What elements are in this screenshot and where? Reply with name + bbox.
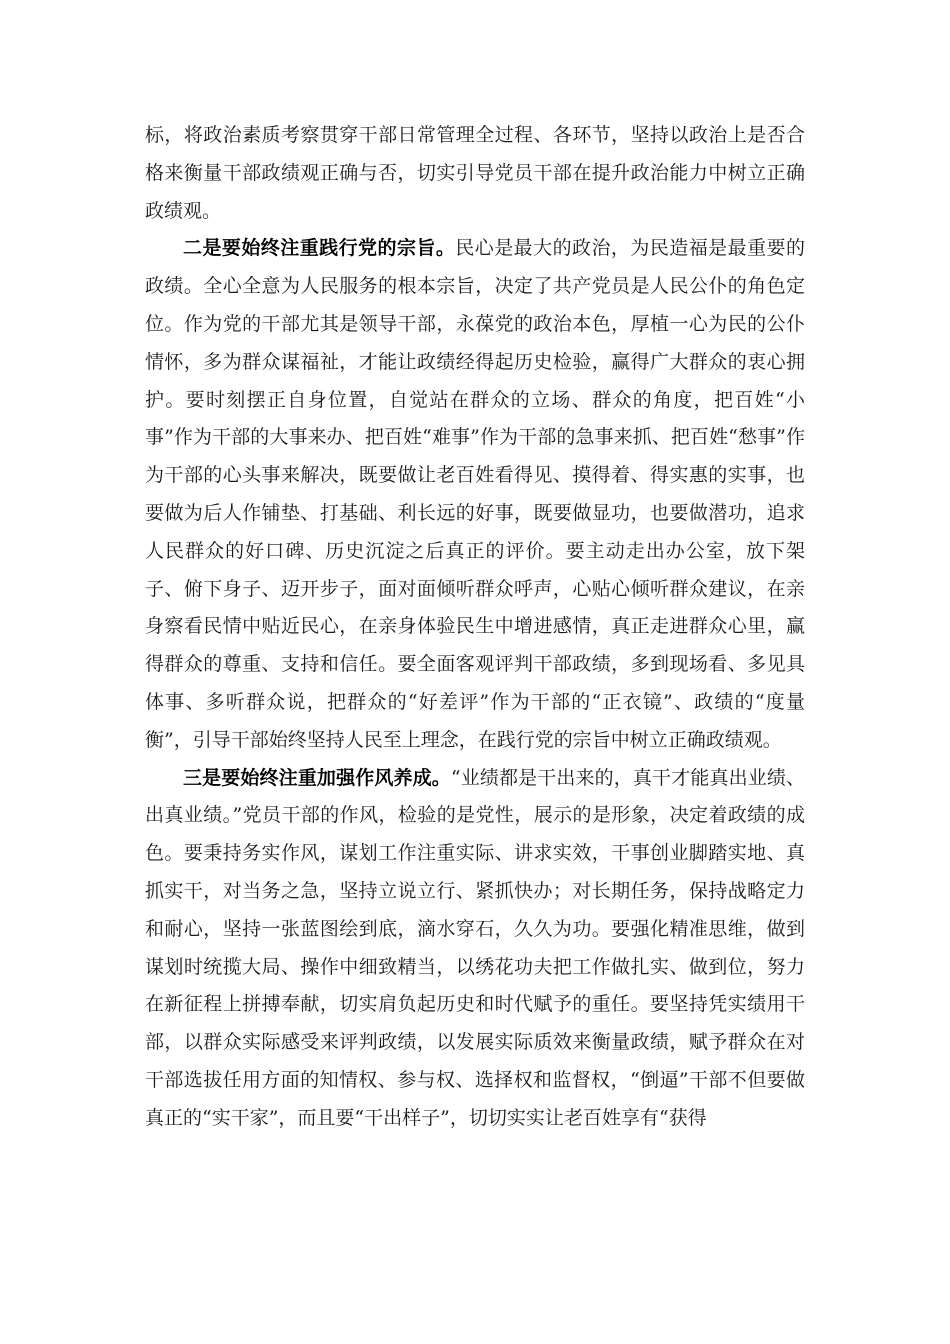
paragraph-3-text: “业绩都是干出来的，真干才能真出业绩、出真业绩。”党员干部的作风，检验的是党性，展示的是形象，决定着政绩的成色。要秉持务实作风，谋划工作注重实际、讲求实效，干事创业脚踏实地、真抓实干，对当务之急，坚持立说立行、紧抓快办；对长期任务，保持战略定力和耐心，坚持一张蓝图绘到底，滴水穿石，久久为功。要强化精准思维，做到谋划时统揽大局、操作中细致精当，以绣花功夫把工作做扎实、做到位，努力在新征程上拼搏奉献，切实肩负起历史和时代赋予的重任。要坚持凭实绩用干部，以群众实际感受来评判政绩，以发展实际质效来衡量政绩，赋予群众在对干部选拔任用方面的知情权、参与权、选择权和监督权，“倒逼”干部不但要做真正的“实干家”，而且要“干出样子”，切切实实让老百姓享有“获得 <box>145 766 805 1129</box>
paragraph-1 <box>145 117 805 230</box>
paragraph-1-text: 标，将政治素质考察贯穿干部日常管理全过程、各环节，坚持以政治上是否合格来衡量干部政绩观正确与否，切实引导党员干部在提升政治能力中树立正确政绩观。 <box>145 124 805 222</box>
paragraph-3-lead: 三是要始终注重加强作风养成。 <box>183 766 451 789</box>
paragraph-2-lead: 二是要始终注重践行党的宗旨。 <box>183 237 456 260</box>
paragraph-2-text: 民心是最大的政治，为民造福是最重要的政绩。全心全意为人民服务的根本宗旨，决定了共产党员是人民公仆的角色定位。作为党的干部尤其是领导干部，永葆党的政治本色，厚植一心为民的公仆情怀，多为群众谋福祉，才能让政绩经得起历史检验，赢得广大群众的衷心拥护。要时刻摆正自身位置，自觉站在群众的立场、群众的角度，把百姓“小事”作为干部的大事来办、把百姓“难事”作为干部的急事来抓、把百姓“愁事”作为干部的心头事来解决，既要做让老百姓看得见、摸得着、得实惠的实事，也要做为后人作铺垫、打基础、利长远的好事，既要做显功，也要做潜功，追求人民群众的好口碑、历史沉淀之后真正的评价。要主动走出办公室，放下架子、俯下身子、迈开步子，面对面倾听群众呼声，心贴心倾听群众建议，在亲身察看民情中贴近民心，在亲身体验民生中增进感情，真正走进群众心里，赢得群众的尊重、支持和信任。要全面客观评判干部政绩，多到现场看、多见具体事、多听群众说，把群众的“好差评”作为干部的“正衣镜”、政绩的“度量衡”，引导干部始终坚持人民至上理念，在践行党的宗旨中树立正确政绩观。 <box>145 237 805 751</box>
paragraph-3 <box>145 760 805 1138</box>
document-body <box>145 117 805 1138</box>
paragraph-2 <box>145 230 805 759</box>
